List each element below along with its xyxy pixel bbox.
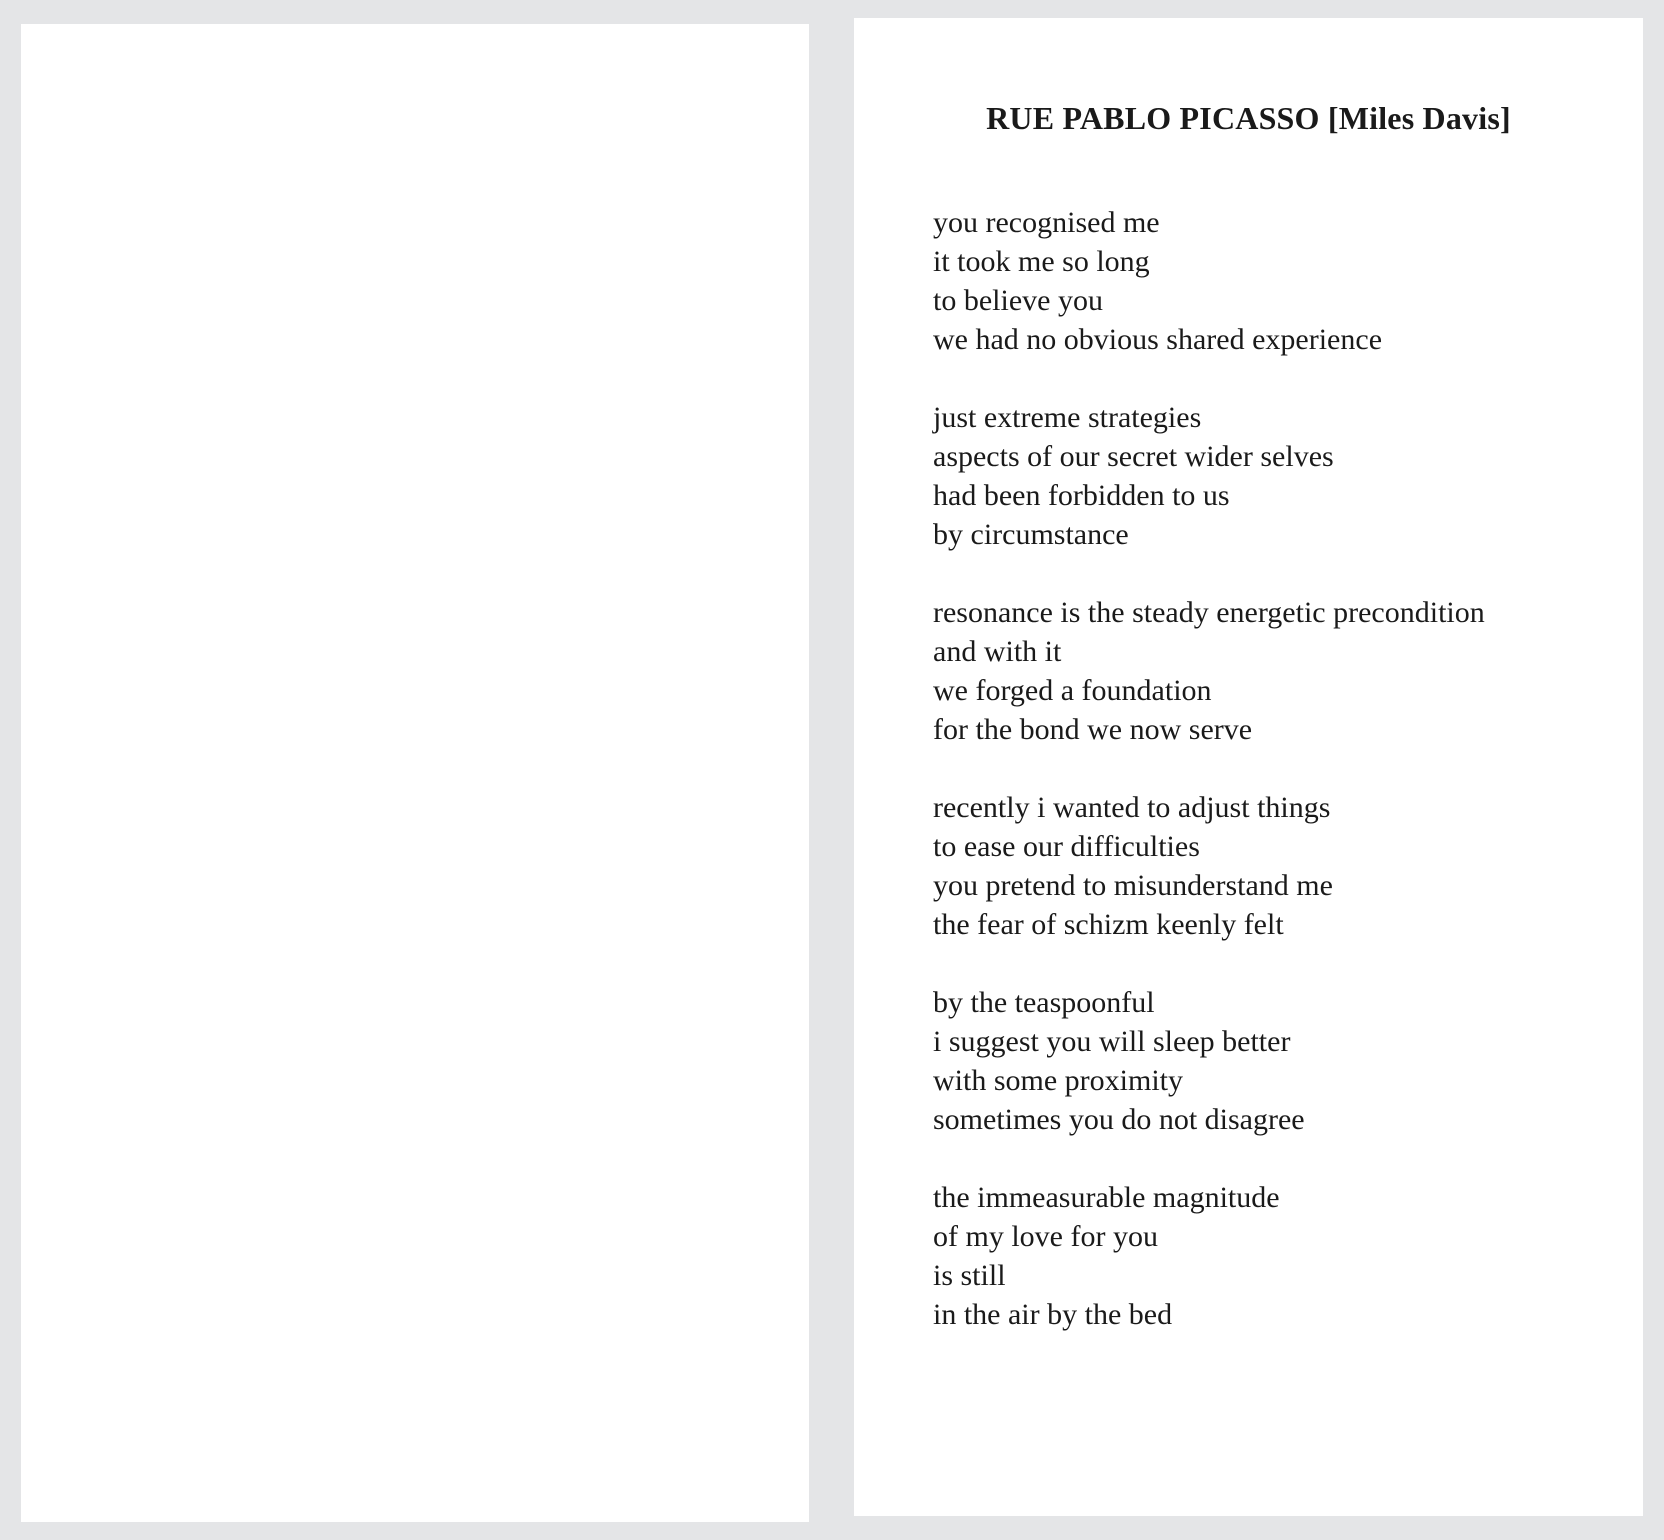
poem-line: to believe you	[933, 284, 1103, 317]
right-page	[854, 18, 1643, 1516]
stanza-3	[933, 593, 1633, 749]
poem-line: the fear of schizm keenly felt	[933, 908, 1284, 941]
poem-title: RUE PABLO PICASSO [Miles Davis]	[986, 100, 1511, 136]
stanza-1	[933, 203, 1633, 359]
stanza-5	[933, 983, 1633, 1139]
poem-line: aspects of our secret wider selves	[933, 440, 1334, 473]
poem-line: of my love for you	[933, 1220, 1158, 1253]
stanza-6	[933, 1178, 1633, 1334]
poem-line: sometimes you do not disagree	[933, 1103, 1305, 1136]
poem-line: is still	[933, 1259, 1006, 1292]
poem-line: and with it	[933, 635, 1062, 668]
poem-line: it took me so long	[933, 245, 1150, 278]
poem-line: in the air by the bed	[933, 1298, 1173, 1331]
poem-line: by circumstance	[933, 518, 1129, 551]
poem-line: recently i wanted to adjust things	[933, 791, 1331, 824]
poem-line: had been forbidden to us	[933, 479, 1230, 512]
poem-line: by the teaspoonful	[933, 986, 1155, 1019]
stanza-2	[933, 398, 1633, 554]
poem-line: to ease our difficulties	[933, 830, 1200, 863]
poem-line: we had no obvious shared experience	[933, 323, 1383, 356]
poem-body	[933, 203, 1633, 1373]
stanza-4	[933, 788, 1633, 944]
poem-line: just extreme strategies	[933, 401, 1202, 434]
poem-line: i suggest you will sleep better	[933, 1025, 1291, 1058]
left-page-blank	[21, 24, 809, 1522]
poem-line: we forged a foundation	[933, 674, 1212, 707]
poem-line: you recognised me	[933, 206, 1160, 239]
poem-line: resonance is the steady energetic precondition	[933, 596, 1485, 629]
poem-line: you pretend to misunderstand me	[933, 869, 1333, 902]
poem-line: with some proximity	[933, 1064, 1183, 1097]
poem-line: for the bond we now serve	[933, 713, 1253, 746]
poem-line: the immeasurable magnitude	[933, 1181, 1280, 1214]
